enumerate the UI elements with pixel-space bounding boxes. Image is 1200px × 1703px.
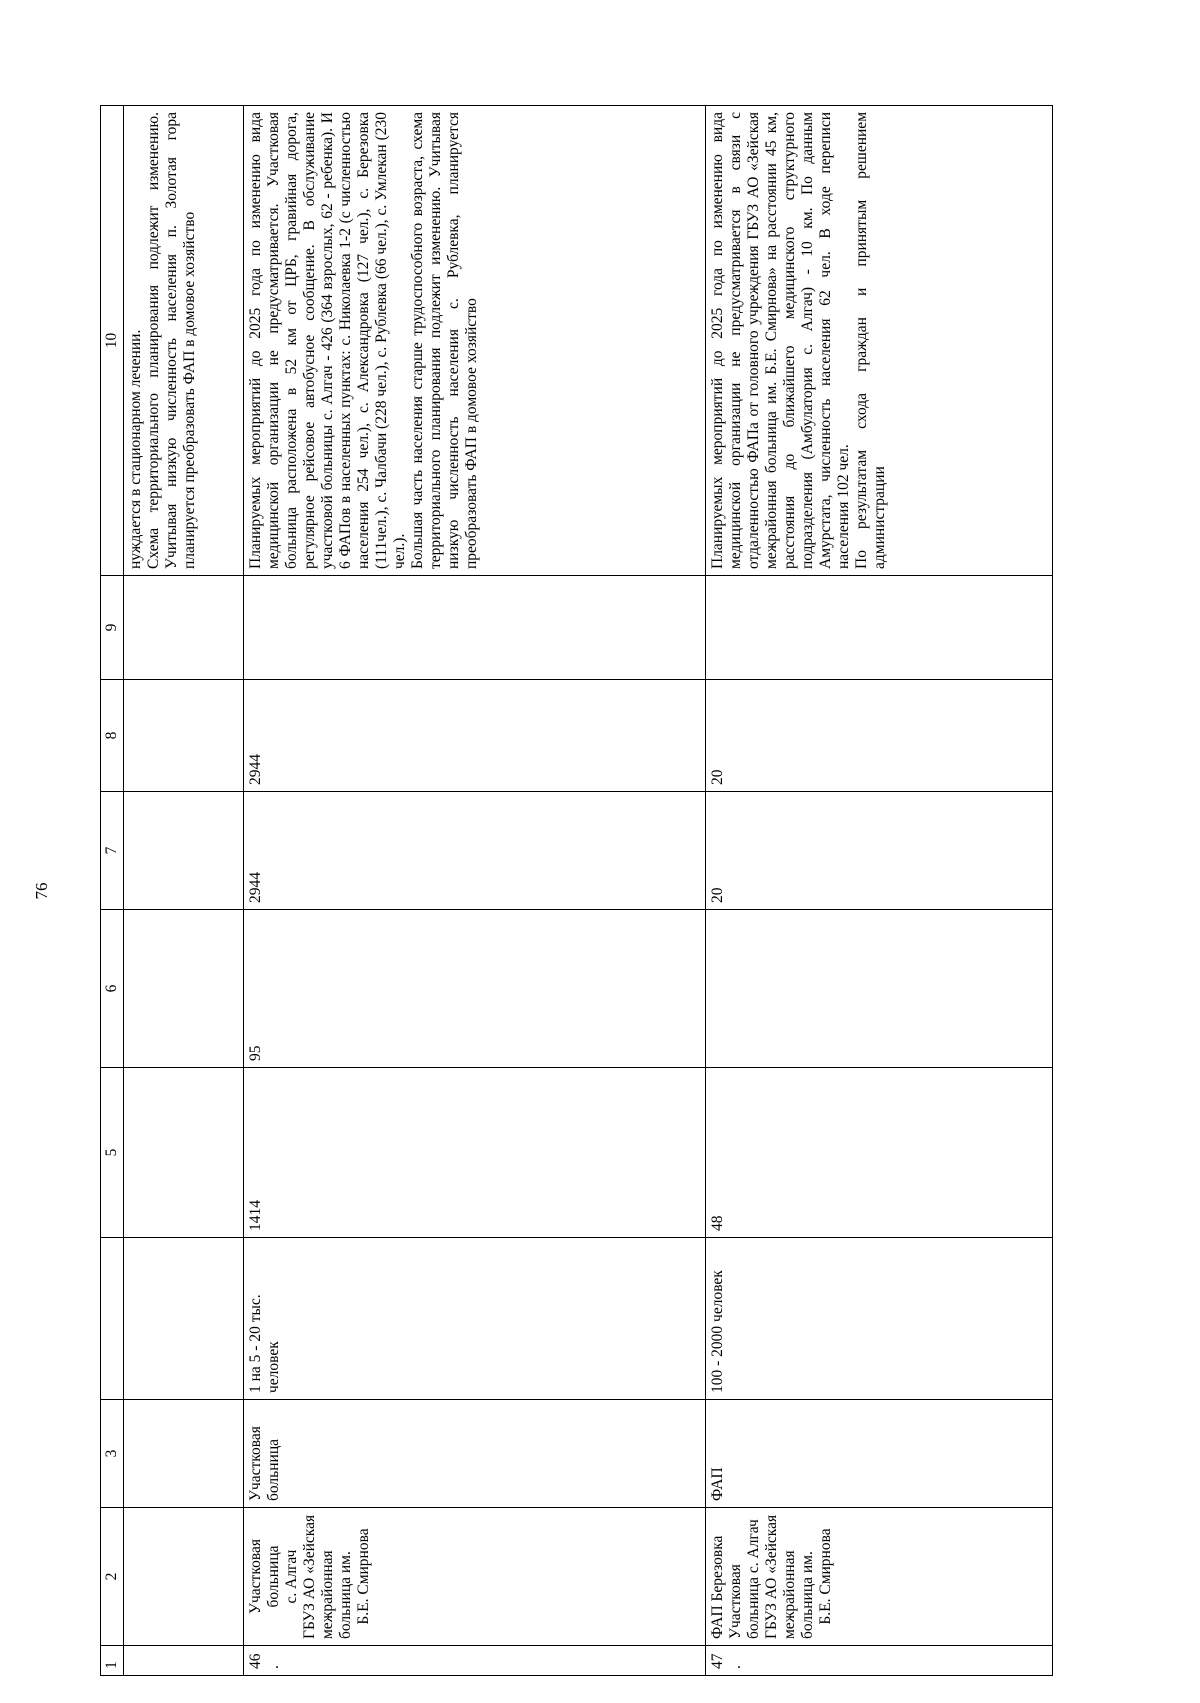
note-paragraph: Планируемых мероприятий до 2025 года по изменению вида медицинской организации не предусматривается. Участковая больница расположена в 52 км от ЦРБ, гравийная дорога, регулярное рейсовое автобусное сообщение. В обслуживание участковой больницы с. Алгач - 426 (364 взрослых, 62 - ребенка). И 6 ФАПов в населенных пунктах: с. Николаевка 1-2 (с численностью населения 254 чел.), с. Александровка (127 чел.), с. Березовка (111чел.), с. Чалбачи (228 чел.), с. Рублевка (66 чел.), с. Умлекан (230 чел.).	[246, 112, 408, 569]
facility-name: Участковая больница с. Алгач ГБУЗ АО «Зейская межрайонная больница им. Б.Е. Смирнова	[243, 1508, 705, 1646]
notes	[243, 106, 705, 576]
column-number: 1	[101, 1646, 124, 1676]
column-number: 3	[101, 1400, 124, 1508]
facility-name: ФАП Березовка Участковая больница с. Алгач ГБУЗ АО «Зейская межрайонная больница им. Б.Е. Смирнова	[705, 1508, 1052, 1646]
column-number: 8	[101, 680, 124, 792]
column-number: 6	[101, 910, 124, 1068]
col5-value: 48	[705, 1068, 1052, 1238]
note-paragraph: нуждается в стационарном лечении.	[126, 329, 144, 569]
note-paragraph: По результатам схода граждан и принятым решением администрации	[852, 112, 888, 569]
col7-value: 20	[705, 792, 1052, 910]
carryover-row	[123, 106, 243, 1676]
col8-value: 20	[705, 680, 1052, 792]
column-number: 5	[101, 1068, 124, 1238]
column-number-row	[101, 106, 124, 1676]
col5-value: 1414	[243, 1068, 705, 1238]
note-paragraph: Большая часть населения старше трудоспособного возраста, схема территориального планирования подлежит изменению. Учитывая низкую численность населения с. Рублевка, планируется преобразовать ФАП в домовое хозяйство	[408, 112, 480, 569]
row-number: 47.	[705, 1646, 1052, 1676]
notes	[705, 106, 1052, 576]
facility-type: Участковая больница	[243, 1400, 705, 1508]
note-paragraph: Схема территориального планирования подлежит изменению. Учитывая низкую численность населения п. Золотая гора планируется преобразовать ФАП в домовое хозяйство	[144, 112, 198, 569]
facility-table	[100, 105, 1053, 1676]
norm: 1 на 5 - 20 тыс. человек	[243, 1238, 705, 1400]
col6-value: 95	[243, 910, 705, 1068]
column-number: 7	[101, 792, 124, 910]
col7-value: 2944	[243, 792, 705, 910]
col9-value	[705, 576, 1052, 680]
carryover-notes	[123, 106, 243, 576]
column-number: 9	[101, 576, 124, 680]
col6-value	[705, 910, 1052, 1068]
row-number: 46.	[243, 1646, 705, 1676]
facility-type: ФАП	[705, 1400, 1052, 1508]
col9-value	[243, 576, 705, 680]
col8-value: 2944	[243, 680, 705, 792]
table-row	[705, 106, 1052, 1676]
column-number: 10	[101, 106, 124, 576]
page-number: 76	[32, 882, 51, 900]
rotated-page	[32, 106, 1090, 1676]
norm: 100 - 2000 человек	[705, 1238, 1052, 1400]
table-row	[243, 106, 705, 1676]
note-paragraph: Планируемых мероприятий до 2025 года по изменению вида медицинской организации не предусматривается в связи с отдаленностью ФАПа от головного учреждения ГБУЗ АО «Зейская межрайонная больница им. Б.Е. Смирнова» на расстоянии 45 км, расстояния до ближайшего медицинского структурного подразделения (Амбулатория с. Алгач) - 10 км. По данным Амурстата, численность населения 62 чел. В ходе переписи населения 102 чел.	[708, 112, 852, 569]
column-number: 2	[101, 1508, 124, 1646]
column-number	[101, 1238, 124, 1400]
